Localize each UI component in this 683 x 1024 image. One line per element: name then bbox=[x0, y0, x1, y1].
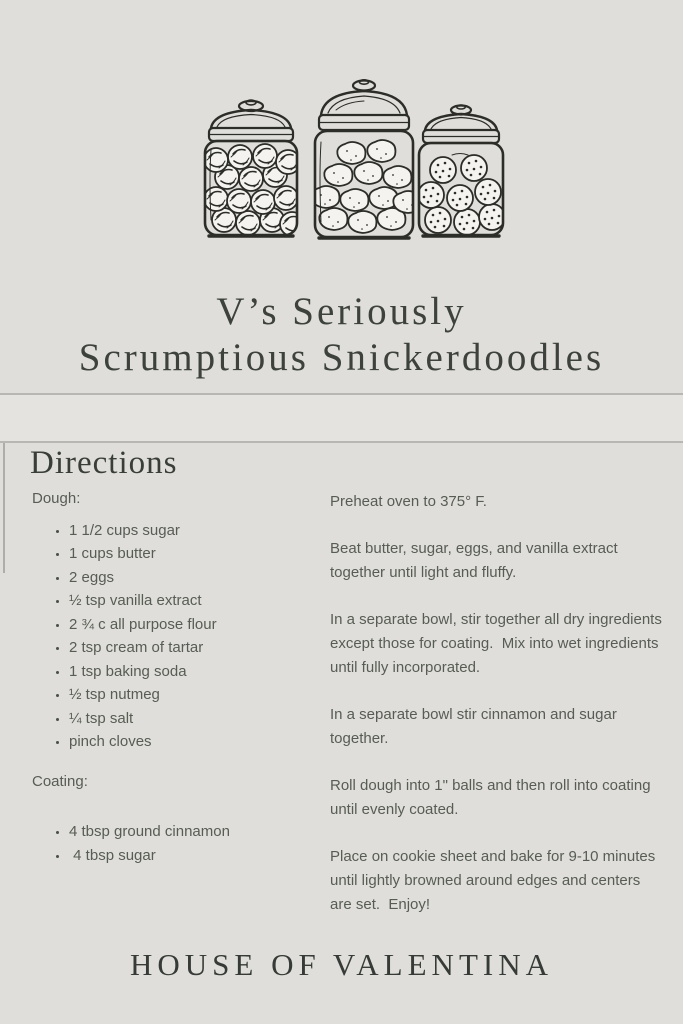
left-edge-rule bbox=[3, 443, 5, 573]
divider-band bbox=[0, 393, 683, 443]
direction-step: Beat butter, sugar, eggs, and vanilla extract together until light and fluffy. bbox=[330, 540, 622, 581]
dough-label: Dough: bbox=[32, 490, 81, 507]
ingredient-item: • 1 tsp baking soda bbox=[69, 660, 324, 684]
cookie-jars-icon bbox=[176, 70, 506, 258]
ingredient-item: • 4 tbsp ground cinnamon bbox=[69, 820, 324, 844]
direction-step: In a separate bowl stir cinnamon and sugar together. bbox=[330, 706, 622, 747]
ingredient-item: • pinch cloves bbox=[69, 730, 324, 754]
ingredient-item: • 1 cups butter bbox=[69, 542, 324, 566]
ingredient-item: • 2 ¾ c all purpose flour bbox=[69, 613, 324, 637]
direction-step: Preheat oven to 375° F. bbox=[330, 493, 487, 510]
direction-step: Place on cookie sheet and bake for 9-10 minutes until lightly browned around edges and centers are set. Enjoy! bbox=[330, 848, 660, 913]
ingredient-item: • ¼ tsp salt bbox=[69, 707, 324, 731]
coating-list bbox=[32, 820, 324, 867]
title-line-1: V’s Seriously bbox=[216, 290, 467, 333]
title-line-2: Scrumptious Snickerdoodles bbox=[78, 336, 605, 379]
ingredient-item: • 2 tsp cream of tartar bbox=[69, 636, 324, 660]
dough-list bbox=[32, 519, 324, 754]
ingredient-item: • 2 eggs bbox=[69, 566, 324, 590]
ingredient-item: • ½ tsp nutmeg bbox=[69, 683, 324, 707]
brand-footer bbox=[0, 947, 683, 983]
steps-column bbox=[330, 490, 666, 940]
direction-step: Roll dough into 1" balls and then roll into coating until evenly coated. bbox=[330, 777, 655, 818]
brand-name: HOUSE OF VALENTINA bbox=[130, 947, 553, 982]
ingredient-item: • 1 1/2 cups sugar bbox=[69, 519, 324, 543]
coating-label: Coating: bbox=[32, 772, 88, 790]
direction-step: In a separate bowl, stir together all dry ingredients except those for coating. Mix into wet ingredients until fully incorporated. bbox=[330, 611, 667, 676]
ingredient-item: • ½ tsp vanilla extract bbox=[69, 589, 324, 613]
ingredients-column bbox=[32, 487, 324, 867]
directions-heading: Directions bbox=[30, 445, 178, 481]
ingredient-item: • 4 tbsp sugar bbox=[69, 844, 324, 868]
page-title bbox=[0, 289, 683, 381]
